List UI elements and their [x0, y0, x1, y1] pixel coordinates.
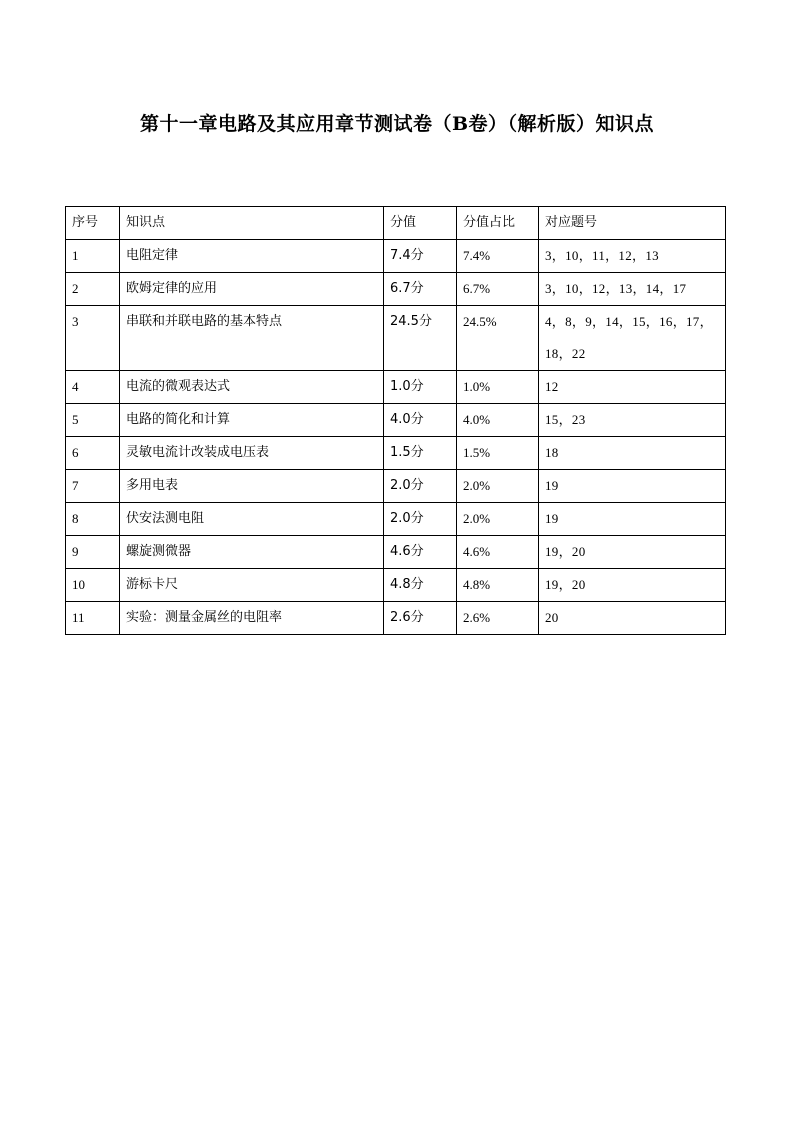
table-header-row — [66, 207, 726, 240]
row-questions: 19 — [539, 470, 726, 503]
row-questions: 18 — [539, 437, 726, 470]
row-questions: 19 — [539, 503, 726, 536]
row-index: 2 — [66, 273, 120, 306]
row-questions: 19，20 — [539, 569, 726, 602]
row-questions: 20 — [539, 602, 726, 635]
table-row — [66, 437, 726, 470]
row-ratio: 1.5% — [457, 437, 539, 470]
header-topic: 知识点 — [120, 207, 384, 240]
row-ratio: 24.5% — [457, 306, 539, 371]
row-score: 1.0分 — [384, 371, 457, 404]
row-score: 4.6分 — [384, 536, 457, 569]
row-topic: 灵敏电流计改装成电压表 — [120, 437, 384, 470]
table-row — [66, 536, 726, 569]
header-score: 分值 — [384, 207, 457, 240]
row-topic: 游标卡尺 — [120, 569, 384, 602]
knowledge-point-table — [65, 206, 726, 635]
row-topic: 实验：测量金属丝的电阻率 — [120, 602, 384, 635]
row-ratio: 4.6% — [457, 536, 539, 569]
header-questions: 对应题号 — [539, 207, 726, 240]
row-ratio: 6.7% — [457, 273, 539, 306]
row-score: 4.0分 — [384, 404, 457, 437]
row-score: 24.5分 — [384, 306, 457, 371]
row-index: 1 — [66, 240, 120, 273]
row-index: 9 — [66, 536, 120, 569]
row-questions: 15，23 — [539, 404, 726, 437]
row-score: 7.4分 — [384, 240, 457, 273]
table-row — [66, 371, 726, 404]
row-topic: 伏安法测电阻 — [120, 503, 384, 536]
row-topic: 电流的微观表达式 — [120, 371, 384, 404]
row-index: 8 — [66, 503, 120, 536]
row-ratio: 2.0% — [457, 503, 539, 536]
row-score: 2.6分 — [384, 602, 457, 635]
row-questions: 12 — [539, 371, 726, 404]
row-score: 2.0分 — [384, 503, 457, 536]
row-topic: 串联和并联电路的基本特点 — [120, 306, 384, 371]
row-score: 4.8分 — [384, 569, 457, 602]
row-score: 6.7分 — [384, 273, 457, 306]
row-index: 11 — [66, 602, 120, 635]
row-score: 2.0分 — [384, 470, 457, 503]
table-row — [66, 306, 726, 371]
row-index: 7 — [66, 470, 120, 503]
row-topic: 欧姆定律的应用 — [120, 273, 384, 306]
row-topic: 多用电表 — [120, 470, 384, 503]
table-row — [66, 470, 726, 503]
row-ratio: 4.0% — [457, 404, 539, 437]
row-score: 1.5分 — [384, 437, 457, 470]
header-ratio: 分值占比 — [457, 207, 539, 240]
row-questions: 3，10，11，12，13 — [539, 240, 726, 273]
row-topic: 螺旋测微器 — [120, 536, 384, 569]
row-index: 10 — [66, 569, 120, 602]
table-row — [66, 602, 726, 635]
row-ratio: 2.0% — [457, 470, 539, 503]
row-ratio: 2.6% — [457, 602, 539, 635]
row-questions: 4，8，9，14，15，16，17，18，22 — [539, 306, 726, 371]
row-topic: 电路的简化和计算 — [120, 404, 384, 437]
row-questions: 3，10，12，13，14，17 — [539, 273, 726, 306]
row-index: 6 — [66, 437, 120, 470]
row-ratio: 4.8% — [457, 569, 539, 602]
table-row — [66, 240, 726, 273]
row-index: 5 — [66, 404, 120, 437]
table-row — [66, 503, 726, 536]
row-topic: 电阻定律 — [120, 240, 384, 273]
table-row — [66, 273, 726, 306]
row-questions: 19，20 — [539, 536, 726, 569]
table-row — [66, 569, 726, 602]
header-index: 序号 — [66, 207, 120, 240]
row-ratio: 7.4% — [457, 240, 539, 273]
row-ratio: 1.0% — [457, 371, 539, 404]
table-row — [66, 404, 726, 437]
row-index: 4 — [66, 371, 120, 404]
document-title: 第十一章电路及其应用章节测试卷（B卷）（解析版）知识点 — [139, 113, 655, 135]
row-index: 3 — [66, 306, 120, 371]
